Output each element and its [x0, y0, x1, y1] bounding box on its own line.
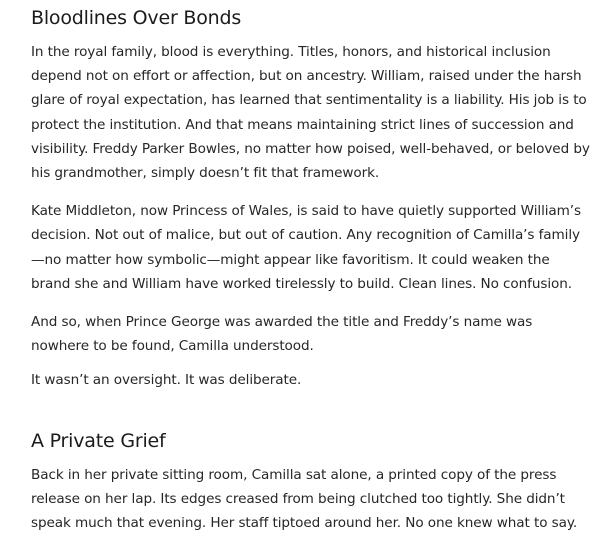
section-heading-bloodlines: Bloodlines Over Bonds	[31, 7, 242, 29]
paragraph: Kate Middleton, now Princess of Wales, is said to have quietly supported William’s decision. Not out of malice, but out of caution. Any recognition of Camilla’s family—no matter how symbolic—might appear like favoritism. It could weaken the brand she and William have worked tirelessly to build. Clean lines. No confusion.	[31, 203, 581, 292]
paragraph: It wasn’t an oversight. It was deliberate.	[31, 372, 302, 389]
paragraph: Back in her private sitting room, Camilla sat alone, a printed copy of the press release on her lap. Its edges creased from being clutched too tightly. She didn’t speak much that evening. Her staff tiptoed around her. No one knew what to say.	[31, 466, 578, 532]
article-body	[31, 0, 591, 549]
section-heading-private-grief: A Private Grief	[31, 429, 166, 452]
paragraph: In the royal family, blood is everything. Titles, honors, and historical inclusion depend not on effort or affection, but on ancestry. William, raised under the harsh glare of royal expectation, has learned that sentimentality is a liability. His job is to protect the institution. And that means maintaining strict lines of succession and visibility. Freddy Parker Bowles, no matter how poised, well-behaved, or beloved by his grandmother, simply doesn’t fit that framework.	[31, 44, 590, 182]
paragraph: And so, when Prince George was awarded the title and Freddy’s name was nowhere to be found, Camilla understood.	[31, 314, 533, 355]
